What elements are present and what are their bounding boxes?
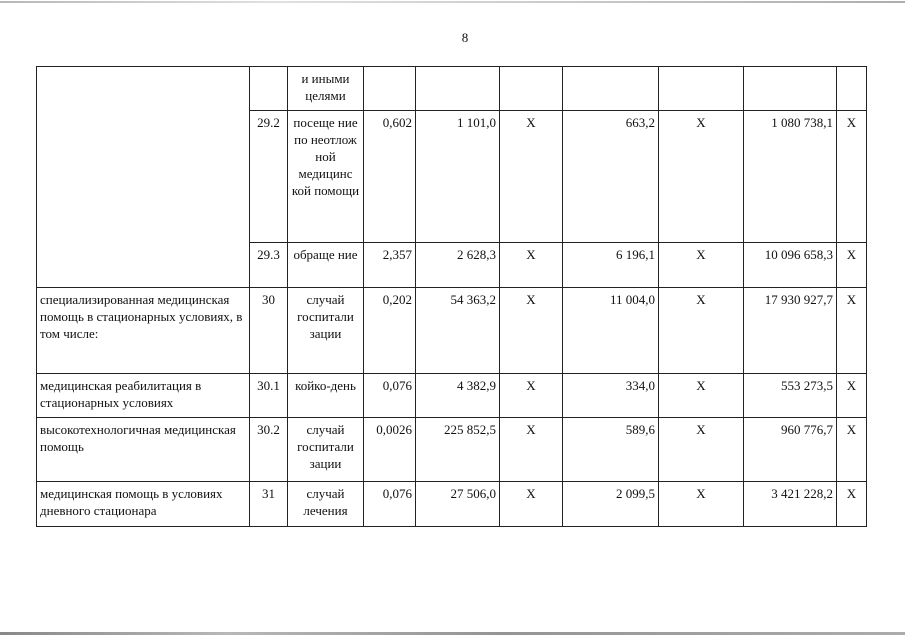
row-cost-cell (416, 67, 500, 111)
row-cost-cell: 225 852,5 (416, 418, 500, 482)
scan-edge-top (0, 1, 905, 3)
row-x2-cell: X (659, 288, 744, 374)
table-row (37, 482, 867, 527)
row-unit-cell: койко-день (288, 374, 364, 418)
row-norm-cell: 2,357 (364, 243, 416, 288)
row-code-cell: 30.2 (250, 418, 288, 482)
row-code-cell: 30.1 (250, 374, 288, 418)
page-number: 8 (461, 30, 469, 45)
table-row (37, 67, 867, 111)
row-norm-cell: 0,076 (364, 374, 416, 418)
row-name-cell: высокотехнологичная медицинская помощь (37, 418, 250, 482)
table-row (37, 418, 867, 482)
row-code-cell: 29.2 (250, 111, 288, 243)
row-cost-cell: 4 382,9 (416, 374, 500, 418)
row-x1-cell: X (500, 243, 563, 288)
row-per-capita-cell: 2 099,5 (563, 482, 659, 527)
row-per-capita-cell: 589,6 (563, 418, 659, 482)
medical-care-table (36, 66, 867, 527)
row-x1-cell: X (500, 418, 563, 482)
row-name-cell: медицинская реабилитация в стационарных условиях (37, 374, 250, 418)
row-x3-cell: X (837, 243, 867, 288)
row-norm-cell: 0,602 (364, 111, 416, 243)
row-per-capita-cell: 6 196,1 (563, 243, 659, 288)
row-x2-cell (659, 67, 744, 111)
row-x2-cell: X (659, 374, 744, 418)
row-x2-cell: X (659, 418, 744, 482)
row-x2-cell: X (659, 243, 744, 288)
row-x3-cell: X (837, 374, 867, 418)
row-x1-cell: X (500, 111, 563, 243)
row-total-cell: 1 080 738,1 (744, 111, 837, 243)
row-total-cell: 10 096 658,3 (744, 243, 837, 288)
row-unit-cell: случай госпитали зации (288, 288, 364, 374)
row-x3-cell (837, 67, 867, 111)
row-x1-cell (500, 67, 563, 111)
row-norm-cell: 0,0026 (364, 418, 416, 482)
row-name-cell: специализированная медицинская помощь в стационарных условиях, в том числе: (37, 288, 250, 374)
row-x1-cell: X (500, 288, 563, 374)
row-unit-cell: и иными целями (288, 67, 364, 111)
row-code-cell: 30 (250, 288, 288, 374)
row-x3-cell: X (837, 111, 867, 243)
row-x1-cell: X (500, 482, 563, 527)
row-total-cell: 3 421 228,2 (744, 482, 837, 527)
row-code-cell: 31 (250, 482, 288, 527)
scan-edge-bottom (0, 632, 905, 635)
row-total-cell (744, 67, 837, 111)
row-x2-cell: X (659, 482, 744, 527)
row-total-cell: 17 930 927,7 (744, 288, 837, 374)
row-code-cell (250, 67, 288, 111)
row-unit-cell: обраще ние (288, 243, 364, 288)
table-row (37, 374, 867, 418)
row-cost-cell: 54 363,2 (416, 288, 500, 374)
row-x2-cell: X (659, 111, 744, 243)
row-cost-cell: 2 628,3 (416, 243, 500, 288)
row-total-cell: 960 776,7 (744, 418, 837, 482)
row-x3-cell: X (837, 482, 867, 527)
row-cost-cell: 1 101,0 (416, 111, 500, 243)
row-cost-cell: 27 506,0 (416, 482, 500, 527)
row-code-cell: 29.3 (250, 243, 288, 288)
row-name-cell (37, 67, 250, 288)
row-x3-cell: X (837, 418, 867, 482)
row-per-capita-cell: 663,2 (563, 111, 659, 243)
row-unit-cell: случай лечения (288, 482, 364, 527)
row-per-capita-cell: 11 004,0 (563, 288, 659, 374)
row-total-cell: 553 273,5 (744, 374, 837, 418)
row-per-capita-cell: 334,0 (563, 374, 659, 418)
table-row (37, 288, 867, 374)
row-name-cell: медицинская помощь в условиях дневного стационара (37, 482, 250, 527)
row-norm-cell: 0,202 (364, 288, 416, 374)
row-unit-cell: посеще ние по неотлож ной медицинс кой помощи (288, 111, 364, 243)
row-per-capita-cell (563, 67, 659, 111)
row-x1-cell: X (500, 374, 563, 418)
row-norm-cell: 0,076 (364, 482, 416, 527)
row-x3-cell: X (837, 288, 867, 374)
row-norm-cell (364, 67, 416, 111)
row-unit-cell: случай госпитали зации (288, 418, 364, 482)
